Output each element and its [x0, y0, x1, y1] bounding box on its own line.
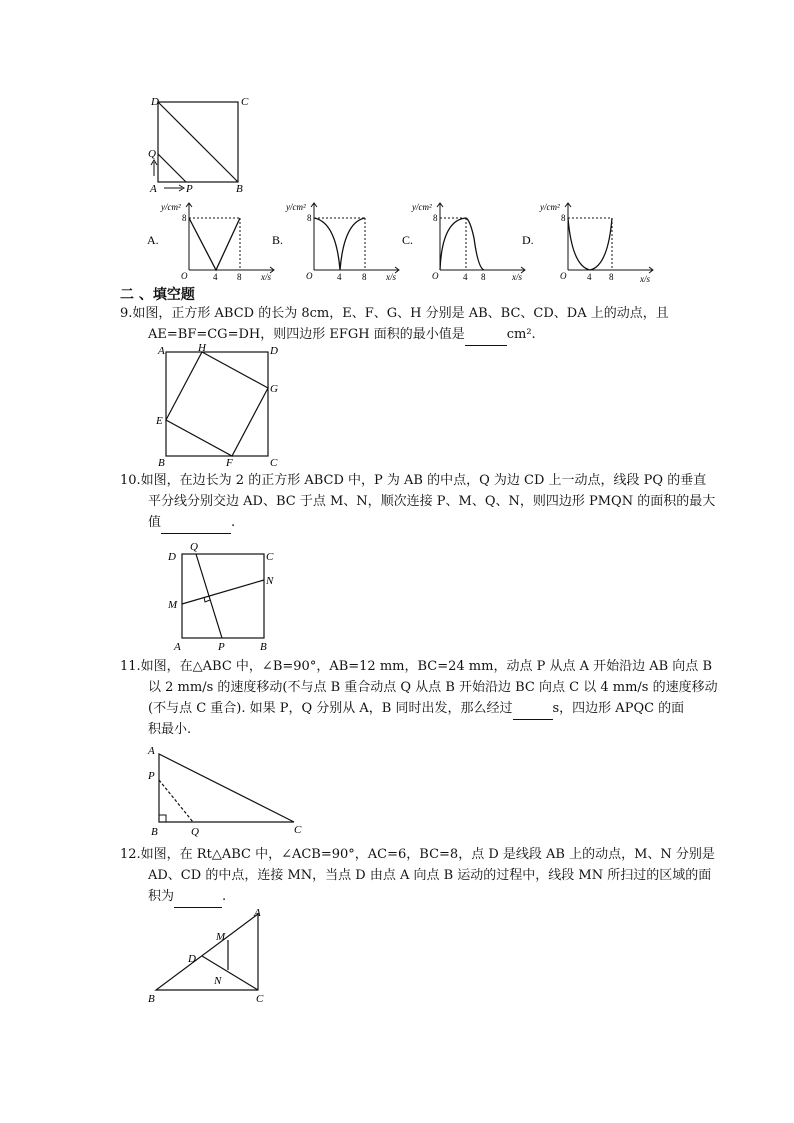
q8-d-ylabel: y/cm² [540, 202, 560, 212]
q12-line2: AD、CD 的中点，连接 MN，当点 D 由点 A 向点 B 运动的过程中，线段 MN 所扫过的区域的面 [148, 868, 712, 883]
q10-figure [160, 540, 290, 652]
q11-line3 [148, 698, 684, 720]
q8-option-a-letter: A. [147, 233, 159, 247]
q8-d-xtick-4: 4 [587, 272, 592, 282]
q12-answer-blank[interactable] [174, 886, 222, 908]
q8-b-ylabel: y/cm² [286, 202, 306, 212]
q12-line1: 12.如图，在 Rt△ABC 中，∠ACB=90°，AC=6，BC=8，点 D 是线段 AB 上的动点，M、N 分别是 [120, 847, 715, 862]
q8-option-b-letter: B. [272, 233, 284, 247]
q10-label-C: C [266, 551, 274, 563]
q8-b-ytick: 8 [307, 213, 312, 223]
q8-option-d-letter: D. [522, 233, 534, 247]
q9-answer-blank[interactable] [465, 324, 507, 346]
q9-label-F: F [226, 457, 233, 469]
q8-c-ytick: 8 [433, 213, 438, 223]
q8-c-origin: O [432, 271, 439, 281]
q8-d-ytick: 8 [561, 213, 566, 223]
q11-label-P: P [148, 770, 155, 782]
q10-label-A: A [174, 641, 181, 652]
q12-label-M: M [216, 931, 226, 943]
section-heading: 二 、填空题 [120, 287, 195, 303]
q10-line1: 10.如图，在边长为 2 的正方形 ABCD 中，P 为 AB 的中点，Q 为边 CD 上一动点，线段 PQ 的垂直 [120, 473, 707, 488]
q8-a-xlabel: x/s [261, 272, 271, 282]
q11-figure [140, 742, 315, 838]
q8-square-figure [140, 92, 260, 198]
q10-label-D: D [168, 551, 176, 563]
q8-label-D: D [151, 96, 159, 108]
q8-label-A: A [150, 183, 157, 195]
q8-label-C: C [241, 96, 249, 108]
q8-option-c-graph[interactable] [400, 198, 535, 282]
q12-label-N: N [214, 975, 222, 987]
q9-unit: cm². [506, 327, 536, 342]
q8-label-Q: Q [148, 148, 156, 160]
q8-b-xtick-8: 8 [362, 272, 367, 282]
q9-label-A: A [158, 345, 165, 357]
q12-label-C: C [256, 993, 264, 1005]
q11-line4: 积最小. [148, 722, 192, 737]
q10-label-Q: Q [190, 541, 198, 553]
q10-line3-text: 值 [148, 515, 162, 530]
q10-label-M: M [168, 599, 178, 611]
q11-line3-text: (不与点 C 重合). 如果 P，Q 分别从 A，B 同时出发，那么经过 [148, 701, 513, 716]
q10-label-N: N [266, 575, 274, 587]
q11-line3-rest: s，四边形 APQC 的面 [552, 701, 685, 716]
q9-label-H: H [198, 342, 206, 354]
q8-c-ylabel: y/cm² [412, 202, 432, 212]
q10-label-B: B [260, 641, 267, 652]
q12-period: . [222, 889, 227, 904]
q8-d-origin: O [560, 271, 567, 281]
q10-label-P: P [218, 641, 225, 652]
q8-a-ytick: 8 [182, 213, 187, 223]
q8-option-d-graph[interactable] [520, 198, 660, 282]
q8-a-xtick-4: 4 [213, 272, 218, 282]
q10-period: . [231, 515, 236, 530]
q9-figure [150, 342, 285, 470]
q8-label-B: B [236, 183, 243, 195]
q8-a-origin: O [181, 271, 188, 281]
q9-label-E: E [156, 415, 163, 427]
q9-label-G: G [270, 383, 278, 395]
q8-c-xtick-4: 4 [463, 272, 468, 282]
q8-c-xtick-8: 8 [481, 272, 486, 282]
q12-line3 [148, 886, 226, 908]
q12-label-D: D [188, 953, 196, 965]
q9-line1: 9.如图，正方形 ABCD 的长为 8cm，E、F、G、H 分别是 AB、BC、CD、DA 上的动点，且 [120, 306, 669, 321]
q11-label-A: A [148, 745, 155, 757]
q11-label-B: B [151, 826, 158, 838]
q8-label-P: P [186, 183, 193, 195]
q10-answer-blank[interactable] [161, 512, 231, 534]
q8-b-xlabel: x/s [386, 272, 396, 282]
q11-line1: 11.如图，在△ABC 中，∠B=90°，AB=12 mm，BC=24 mm，动点 P 从点 A 开始沿边 AB 向点 B [120, 659, 712, 674]
q8-c-xlabel: x/s [512, 272, 522, 282]
q11-answer-blank[interactable] [513, 698, 553, 720]
q9-label-C: C [270, 457, 278, 469]
q12-label-A: A [254, 907, 261, 919]
q8-d-xtick-8: 8 [609, 272, 614, 282]
q8-b-origin: O [306, 271, 313, 281]
q11-label-C: C [294, 824, 302, 836]
q10-line3 [148, 512, 235, 534]
q8-b-xtick-4: 4 [337, 272, 342, 282]
q10-line2: 平分线分别交边 AD、BC 于点 M、N，顺次连接 P、M、Q、N，则四边形 PMQN 的面积的最大 [148, 494, 716, 509]
q8-option-c-letter: C. [402, 233, 414, 247]
q9-label-B: B [158, 457, 165, 469]
q9-label-D: D [270, 345, 278, 357]
q12-line3-text: 积为 [148, 889, 175, 904]
q8-d-xlabel: x/s [640, 274, 650, 282]
q11-line2: 以 2 mm/s 的速度移动(不与点 B 重合动点 Q 从点 B 开始沿边 BC 向点 C 以 4 mm/s 的速度移动 [148, 680, 718, 695]
q9-line2-text: AE=BF=CG=DH，则四边形 EFGH 面积的最小值是 [148, 327, 465, 342]
q8-option-b-graph[interactable] [270, 198, 405, 282]
q12-label-B: B [148, 993, 155, 1005]
q8-a-xtick-8: 8 [237, 272, 242, 282]
q8-a-ylabel: y/cm² [161, 202, 181, 212]
q8-option-a-graph[interactable] [145, 198, 280, 282]
q12-figure [142, 906, 277, 1006]
q11-label-Q: Q [191, 826, 199, 838]
